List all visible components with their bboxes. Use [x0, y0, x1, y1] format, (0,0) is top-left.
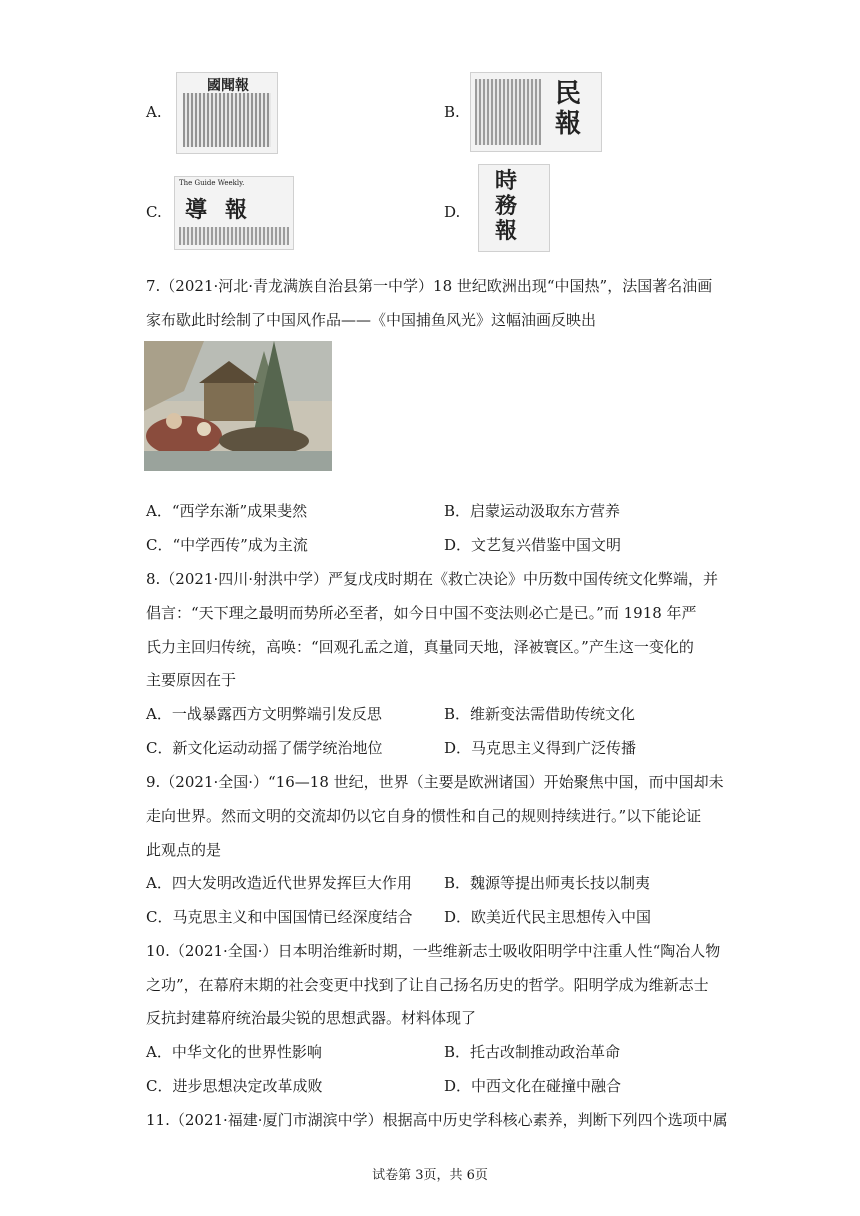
q9-stem-line-1: 9.（2021·全国·）“16—18 世纪，世界（主要是欧洲诸国）开始聚焦中国，而中国却未	[146, 773, 724, 791]
q10-option-b[interactable]: B．托古改制推动政治革命	[444, 1043, 621, 1061]
q8-option-b[interactable]: B．维新变法需借助传统文化	[444, 705, 636, 723]
q8-option-a[interactable]: A．一战暴露西方文明弊端引发反思	[146, 705, 382, 723]
q8-option-c[interactable]: C．新文化运动动摇了儒学统治地位	[146, 739, 383, 757]
q9-option-c[interactable]: C．马克思主义和中国国情已经深度结合	[146, 908, 413, 926]
q9-option-d[interactable]: D．欧美近代民主思想传入中国	[444, 908, 652, 926]
q9-stem-line-3: 此观点的是	[146, 841, 222, 859]
page-footer: 试卷第 3页，共 6页	[372, 1168, 488, 1183]
q10-option-c[interactable]: C．进步思想决定改革成败	[146, 1077, 323, 1095]
q6-option-d-label: D.	[444, 203, 461, 221]
q7-option-d[interactable]: D．文艺复兴借鉴中国文明	[444, 536, 622, 554]
q6-option-c-logo: 導報	[185, 197, 266, 223]
q8-stem-line-3: 氏力主回归传统，高唤：“回观孔孟之道，真量同天地，泽被寰区。”产生这一变化的	[146, 638, 694, 656]
q10-stem-line-2: 之功”，在幕府末期的社会变更中找到了让自己扬名历史的哲学。阳明学成为维新志士	[146, 976, 709, 994]
q9-option-a[interactable]: A．四大发明改造近代世界发挥巨大作用	[146, 874, 412, 892]
q7-option-b[interactable]: B．启蒙运动汲取东方营养	[444, 502, 621, 520]
q9-stem-line-2: 走向世界。然而文明的交流却仍以它自身的惯性和自己的规则持续进行。”以下能论证	[146, 807, 702, 825]
q6-option-a-label: A.	[146, 103, 162, 121]
q6-option-d-image	[478, 164, 550, 252]
q7-stem-line-1: 7.（2021·河北·青龙满族自治县第一中学）18 世纪欧洲出现“中国热”，法国著名油画	[146, 277, 713, 295]
q10-option-d[interactable]: D．中西文化在碰撞中融合	[444, 1077, 622, 1095]
q8-stem-line-4: 主要原因在于	[146, 671, 237, 689]
q6-option-c-caption: The Guide Weekly.	[179, 179, 245, 187]
q6-option-a-image	[176, 72, 278, 154]
q7-painting-image	[144, 341, 332, 471]
painting-illustration	[144, 341, 332, 471]
q9-option-b[interactable]: B．魏源等提出师夷长技以制夷	[444, 874, 651, 892]
q10-option-a[interactable]: A．中华文化的世界性影响	[146, 1043, 322, 1061]
q7-option-c[interactable]: C．“中学西传”成为主流	[146, 536, 308, 554]
q6-option-d-logo: 時務報	[495, 168, 518, 244]
q6-option-b-label: B.	[444, 103, 460, 121]
q8-stem-line-1: 8.（2021·四川·射洪中学）严复戊戌时期在《救亡决论》中历数中国传统文化弊端，并	[146, 570, 719, 588]
q11-stem-line-1: 11.（2021·福建·厦门市湖滨中学）根据高中历史学科核心素养，判断下列四个选项中属	[146, 1111, 728, 1129]
q10-stem-line-1: 10.（2021·全国·）日本明治维新时期，一些维新志士吸收阳明学中注重人性“陶冶人物	[146, 942, 721, 960]
q10-stem-line-3: 反抗封建幕府统治最尖锐的思想武器。材料体现了	[146, 1009, 477, 1027]
q6-option-b-image	[470, 72, 602, 152]
q7-stem-line-2: 家布歇此时绘制了中国风作品——《中国捕鱼风光》这幅油画反映出	[146, 311, 597, 329]
q6-option-c-image	[174, 176, 294, 250]
q6-option-c-label: C.	[146, 203, 162, 221]
q8-stem-line-2: 倡言：“天下理之最明而势所必至者，如今日中国不变法则必亡是已。”而 1918 年严	[146, 604, 697, 622]
q7-option-a[interactable]: A．“西学东渐”成果斐然	[146, 502, 308, 520]
q6-option-b-logo: 民報	[555, 79, 582, 139]
q6-option-a-logo: 國聞報	[207, 78, 249, 94]
q8-option-d[interactable]: D．马克思主义得到广泛传播	[444, 739, 637, 757]
